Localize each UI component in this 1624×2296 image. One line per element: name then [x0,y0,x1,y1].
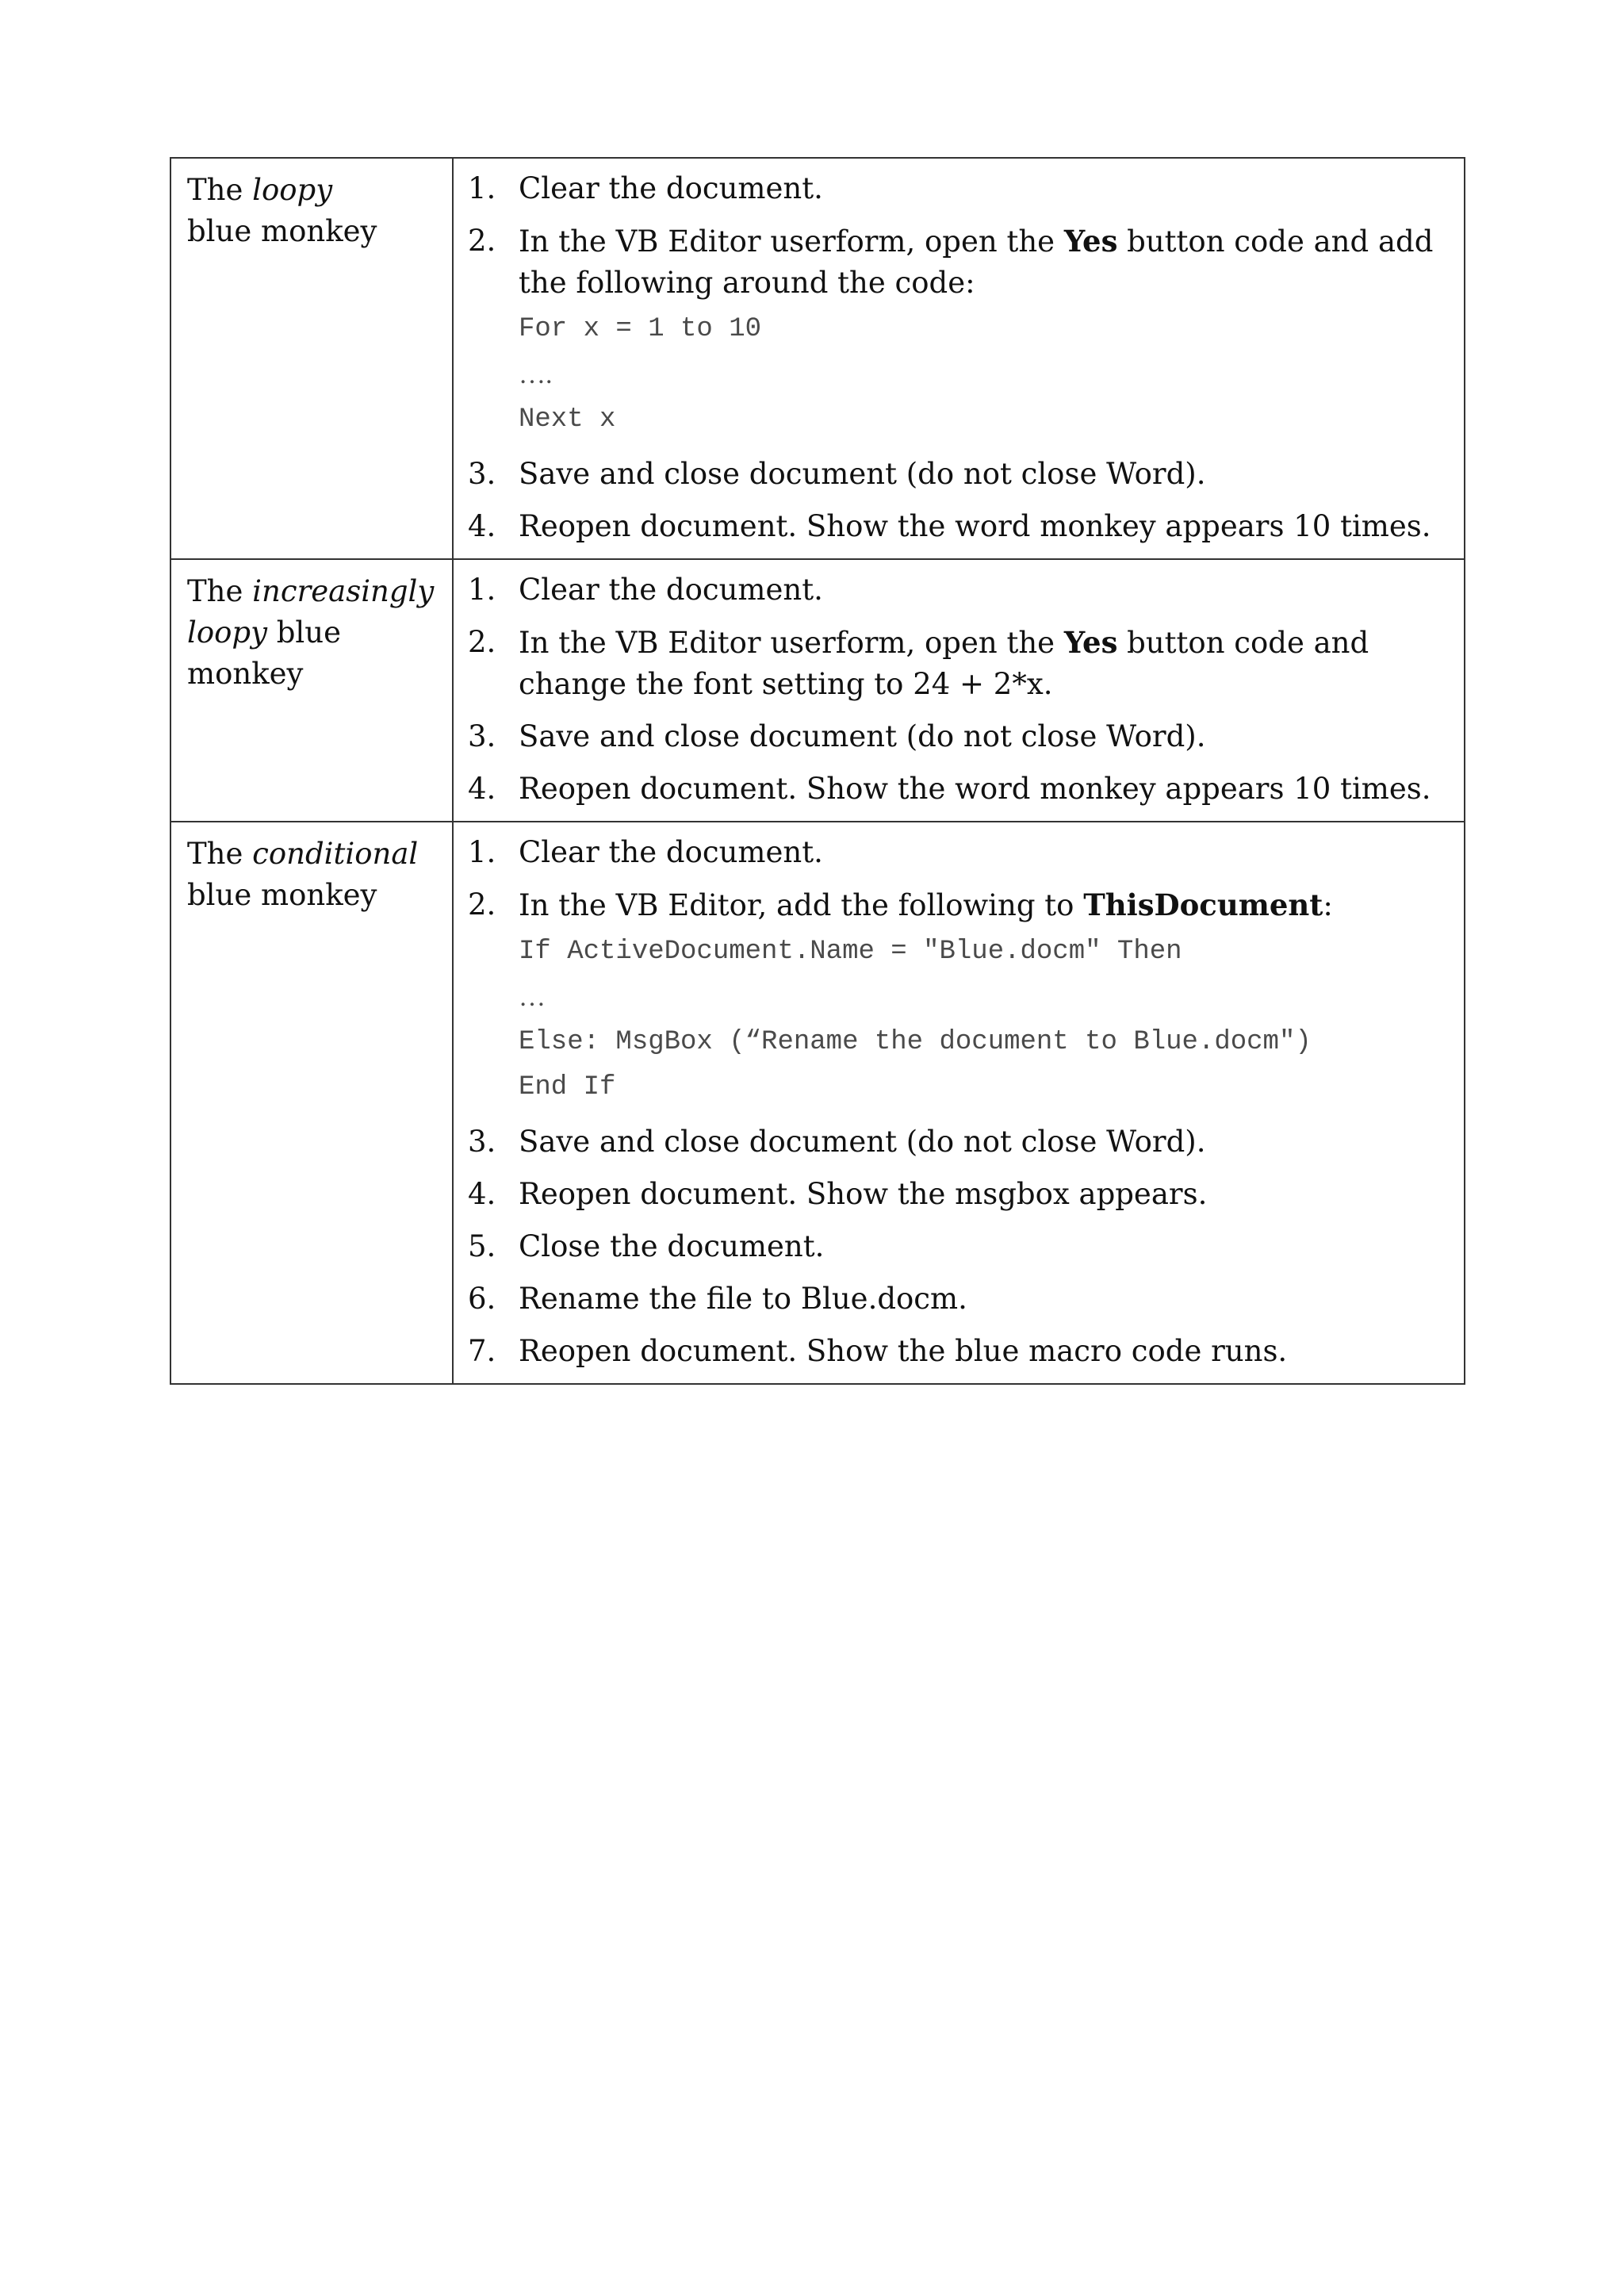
list-item: 2. In the VB Editor, add the following to ThisDocument: If ActiveDocument.Name = "Blue.docm" Then … Else: MsgBox (“Rename the document to Blue.docm") End If [468,884,1440,1110]
code-block [519,307,1440,443]
list-item: 3. Save and close document (do not close Word). [468,1125,1206,1159]
steps-list [468,832,1440,1372]
row-steps-cell [453,158,1465,559]
code-line: If ActiveDocument.Name = "Blue.docm" Then [519,937,1182,967]
code-line: … [519,983,546,1012]
monkey-exercises-table [170,157,1465,1385]
code-block [519,930,1440,1110]
list-item: 3. Save and close document (do not close Word). [468,457,1206,491]
list-item: 1. Clear the document. [468,573,823,607]
list-item: 5. Close the document. [468,1229,825,1263]
code-line: …. [519,360,553,389]
code-line: Else: MsgBox (“Rename the document to Blue.docm") [519,1027,1312,1057]
code-line: For x = 1 to 10 [519,314,762,344]
list-item: 7. Reopen document. Show the blue macro code runs. [468,1334,1288,1368]
list-item: 1. Clear the document. [468,171,823,205]
list-item: 2. In the VB Editor userform, open the Yes button code and change the font setting to 24 + 2*x. [468,625,1369,701]
list-item: 2. In the VB Editor userform, open the Yes button code and add the following around the code: For x = 1 to 10 …. Next x [468,220,1440,443]
row-steps-cell [453,822,1465,1384]
row-label: The conditional blue monkey [187,837,419,912]
code-line: Next x [519,404,616,435]
table-row-loopy [170,158,1465,559]
row-label: The loopy blue monkey [187,173,377,248]
table-row-conditional [170,822,1465,1384]
row-steps-cell [453,559,1465,822]
list-item: 6. Rename the file to Blue.docm. [468,1282,967,1316]
list-item: 4. Reopen document. Show the word monkey appears 10 times. [468,509,1431,543]
steps-list [468,168,1440,547]
table-row-increasingly-loopy [170,559,1465,822]
list-item: 4. Reopen document. Show the word monkey appears 10 times. [468,772,1431,806]
list-item: 1. Clear the document. [468,835,823,869]
steps-list [468,569,1440,810]
row-label-cell [170,158,453,559]
row-label-cell [170,559,453,822]
row-label: The increasingly loopy blue monkey [187,574,435,691]
list-item: 3. Save and close document (do not close Word). [468,719,1206,753]
list-item: 4. Reopen document. Show the msgbox appears. [468,1177,1208,1211]
code-line: End If [519,1072,616,1102]
row-label-cell [170,822,453,1384]
